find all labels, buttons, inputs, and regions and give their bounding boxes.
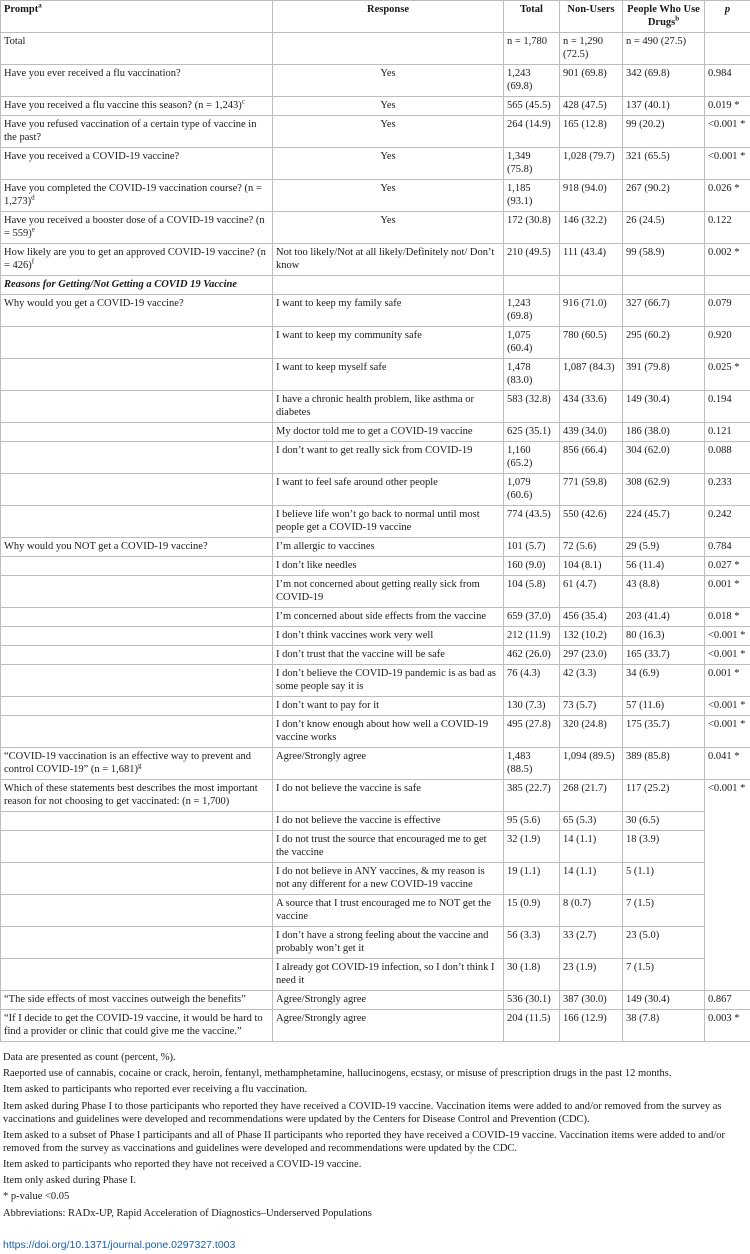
prompt-text: Have you refused vaccination of a certain type of vaccine in the past? <box>4 119 257 143</box>
prompt-cell <box>1 812 273 831</box>
header-non-users: Non-Users <box>560 1 623 33</box>
non-users-cell: 65 (5.3) <box>560 812 623 831</box>
prompt-cell <box>1 697 273 716</box>
total-cell: 212 (11.9) <box>504 627 560 646</box>
response-cell: Agree/Strongly agree <box>273 1010 504 1042</box>
pwud-cell: 175 (35.7) <box>623 716 705 748</box>
non-users-cell: 14 (1.1) <box>560 863 623 895</box>
total-cell: 172 (30.8) <box>504 212 560 244</box>
prompt-text: “If I decide to get the COVID-19 vaccine, it would be hard to find a provider or clinic that could give me the vaccine.” <box>4 1013 263 1037</box>
table-row <box>1 831 750 863</box>
prompt-cell <box>1 716 273 748</box>
pwud-cell: n = 490 (27.5) <box>623 33 705 65</box>
response-cell: I’m allergic to vaccines <box>273 538 504 557</box>
prompt-cell <box>1 116 273 148</box>
p-value-cell: 0.233 <box>705 474 750 506</box>
table-row <box>1 665 750 697</box>
response-cell: I do not believe the vaccine is effective <box>273 812 504 831</box>
table-row <box>1 576 750 608</box>
prompt-cell <box>1 359 273 391</box>
non-users-cell: 916 (71.0) <box>560 295 623 327</box>
footnote: Data are presented as count (percent, %). <box>3 1052 176 1063</box>
non-users-cell: 434 (33.6) <box>560 391 623 423</box>
p-value-cell: <0.001 * <box>705 697 750 716</box>
pwud-cell: 43 (8.8) <box>623 576 705 608</box>
prompt-text: Have you received a flu vaccine this season? (n = 1,243) <box>4 100 242 111</box>
table-row <box>1 697 750 716</box>
non-users-cell: 771 (59.8) <box>560 474 623 506</box>
pwud-cell: 99 (58.9) <box>623 244 705 276</box>
response-cell: I don’t like needles <box>273 557 504 576</box>
footnote: Item asked to a subset of Phase I participants and all of Phase II participants who reported they have received a COVID-19 vaccine. Vaccination items were added to and/or removed from the survey as vaccinations and guidelines were developed and recommendations were updated by the CDC. <box>3 1129 726 1154</box>
prompt-cell <box>1 627 273 646</box>
total-cell: 583 (32.8) <box>504 391 560 423</box>
pwud-cell: 267 (90.2) <box>623 180 705 212</box>
total-cell: 385 (22.7) <box>504 780 560 812</box>
table-row <box>1 538 750 557</box>
response-cell: I have a chronic health problem, like asthma or diabetes <box>273 391 504 423</box>
section-row <box>1 276 750 295</box>
prompt-cell <box>1 474 273 506</box>
total-cell: 19 (1.1) <box>504 863 560 895</box>
total-cell: 1,243 (69.8) <box>504 295 560 327</box>
prompt-cell <box>1 959 273 991</box>
non-users-cell: 42 (3.3) <box>560 665 623 697</box>
table-row <box>1 959 750 991</box>
prompt-text: Have you completed the COVID-19 vaccination course? (n = 1,273) <box>4 183 262 207</box>
pwud-cell: 149 (30.4) <box>623 991 705 1010</box>
prompt-cell <box>1 506 273 538</box>
prompt-cell <box>1 557 273 576</box>
prompt-cell <box>1 646 273 665</box>
non-users-cell: 901 (69.8) <box>560 65 623 97</box>
header-row <box>1 1 750 33</box>
p-value-cell: 0.001 * <box>705 576 750 608</box>
pwud-cell: 389 (85.8) <box>623 748 705 780</box>
table-row <box>1 927 750 959</box>
prompt-text: Have you received a COVID-19 vaccine? <box>4 151 180 162</box>
response-cell: I do not trust the source that encouraged me to get the vaccine <box>273 831 504 863</box>
table-row <box>1 116 750 148</box>
footnote: Item asked to participants who reported they have not received a COVID-19 vaccine. <box>3 1158 362 1170</box>
non-users-cell: 856 (66.4) <box>560 442 623 474</box>
total-cell: 160 (9.0) <box>504 557 560 576</box>
response-cell: I don’t trust that the vaccine will be safe <box>273 646 504 665</box>
p-value-cell: 0.041 * <box>705 748 750 780</box>
p-value-cell: 0.003 * <box>705 1010 750 1042</box>
prompt-cell <box>1 148 273 180</box>
table-row <box>1 180 750 212</box>
response-cell: I do not believe the vaccine is safe <box>273 780 504 812</box>
prompt-cell <box>1 295 273 327</box>
total-cell: 264 (14.9) <box>504 116 560 148</box>
pwud-cell: 295 (60.2) <box>623 327 705 359</box>
response-cell: I’m not concerned about getting really sick from COVID-19 <box>273 576 504 608</box>
pwud-cell: 23 (5.0) <box>623 927 705 959</box>
p-value-cell: <0.001 * <box>705 148 750 180</box>
p-value-cell: 0.242 <box>705 506 750 538</box>
header-p: p <box>705 1 750 33</box>
total-cell: 462 (26.0) <box>504 646 560 665</box>
prompt-cell <box>1 863 273 895</box>
pwud-cell: 308 (62.9) <box>623 474 705 506</box>
response-cell: Yes <box>273 148 504 180</box>
total-cell: 104 (5.8) <box>504 576 560 608</box>
footnote-marker: g <box>137 761 142 770</box>
response-cell: I don’t think vaccines work very well <box>273 627 504 646</box>
pwud-cell: 117 (25.2) <box>623 780 705 812</box>
footnote-marker: d <box>31 193 35 202</box>
response-cell: I don’t have a strong feeling about the vaccine and probably won’t get it <box>273 927 504 959</box>
table-row <box>1 608 750 627</box>
pwud-cell: 18 (3.9) <box>623 831 705 863</box>
response-cell: Yes <box>273 97 504 116</box>
doi-link[interactable]: https://doi.org/10.1371/journal.pone.0297327.t003 <box>3 1239 236 1251</box>
table-row <box>1 1010 750 1042</box>
non-users-cell: 132 (10.2) <box>560 627 623 646</box>
table-row <box>1 423 750 442</box>
header-pwud: People Who Use Drugs$^b$ <box>623 1 705 33</box>
p-value-cell: 0.027 * <box>705 557 750 576</box>
pwud-cell: 38 (7.8) <box>623 1010 705 1042</box>
response-cell: I already got COVID-19 infection, so I don’t think I need it <box>273 959 504 991</box>
pwud-cell: 137 (40.1) <box>623 97 705 116</box>
total-cell: 1,478 (83.0) <box>504 359 560 391</box>
table-row <box>1 991 750 1010</box>
p-value-cell: 0.026 * <box>705 180 750 212</box>
total-cell: 659 (37.0) <box>504 608 560 627</box>
pwud-cell: 149 (30.4) <box>623 391 705 423</box>
prompt-text: Why would you get a COVID-19 vaccine? <box>4 298 184 309</box>
response-cell: My doctor told me to get a COVID-19 vaccine <box>273 423 504 442</box>
pwud-cell: 224 (45.7) <box>623 506 705 538</box>
pwud-cell: 391 (79.8) <box>623 359 705 391</box>
prompt-cell <box>1 180 273 212</box>
response-cell: Not too likely/Not at all likely/Definitely not/ Don’t know <box>273 244 504 276</box>
pwud-cell: 56 (11.4) <box>623 557 705 576</box>
non-users-cell: n = 1,290 (72.5) <box>560 33 623 65</box>
non-users-cell: 8 (0.7) <box>560 895 623 927</box>
pwud-cell: 327 (66.7) <box>623 295 705 327</box>
total-cell: 210 (49.5) <box>504 244 560 276</box>
prompt-cell <box>1 748 273 780</box>
total-cell: 15 (0.9) <box>504 895 560 927</box>
pwud-cell: 321 (65.5) <box>623 148 705 180</box>
table-row <box>1 474 750 506</box>
footnote: Item asked during Phase I to those participants who reported they have received a COVID-19 vaccine. Vaccination items were added to and/or removed from the survey as vaccinations and guidelines were developed and recommendations were updated by the Centers for Disease Control and Prevention (CDC). <box>3 1100 722 1125</box>
non-users-cell: 72 (5.6) <box>560 538 623 557</box>
footnote: Item asked to participants who reported ever receiving a flu vaccination. <box>3 1084 308 1096</box>
table-row <box>1 65 750 97</box>
response-cell: I want to keep my family safe <box>273 295 504 327</box>
total-cell: 95 (5.6) <box>504 812 560 831</box>
p-value-cell: 0.088 <box>705 442 750 474</box>
non-users-cell: 428 (47.5) <box>560 97 623 116</box>
prompt-text: “The side effects of most vaccines outweigh the benefits” <box>4 994 246 1005</box>
non-users-cell: 456 (35.4) <box>560 608 623 627</box>
total-cell: 536 (30.1) <box>504 991 560 1010</box>
response-cell: Agree/Strongly agree <box>273 991 504 1010</box>
pwud-cell: 80 (16.3) <box>623 627 705 646</box>
table-row <box>1 627 750 646</box>
prompt-cell <box>1 212 273 244</box>
total-cell: 1,483 (88.5) <box>504 748 560 780</box>
pwud-cell: 203 (41.4) <box>623 608 705 627</box>
prompt-text: Have you received a booster dose of a COVID-19 vaccine? (n = 559) <box>4 215 265 239</box>
table-row <box>1 557 750 576</box>
table-row <box>1 646 750 665</box>
p-value-cell: 0.784 <box>705 538 750 557</box>
prompt-cell <box>1 391 273 423</box>
prompt-cell <box>1 327 273 359</box>
total-cell: n = 1,780 <box>504 33 560 65</box>
p-value-cell: 0.079 <box>705 295 750 327</box>
prompt-cell <box>1 33 273 65</box>
total-cell: 1,349 (75.8) <box>504 148 560 180</box>
prompt-cell <box>1 65 273 97</box>
total-cell: 1,243 (69.8) <box>504 65 560 97</box>
non-users-cell: 61 (4.7) <box>560 576 623 608</box>
non-users-cell: 14 (1.1) <box>560 831 623 863</box>
non-users-cell: 165 (12.8) <box>560 116 623 148</box>
prompt-text: Which of these statements best describes the most important reason for not choosing to get vaccinated: (n = 1,700) <box>4 783 258 807</box>
response-cell: I want to feel safe around other people <box>273 474 504 506</box>
response-cell: Yes <box>273 180 504 212</box>
prompt-cell <box>1 538 273 557</box>
pwud-cell: 57 (11.6) <box>623 697 705 716</box>
total-cell: 1,075 (60.4) <box>504 327 560 359</box>
total-cell: 101 (5.7) <box>504 538 560 557</box>
p-value-cell: 0.019 * <box>705 97 750 116</box>
pwud-cell: 26 (24.5) <box>623 212 705 244</box>
table-row <box>1 506 750 538</box>
p-value-cell: 0.018 * <box>705 608 750 627</box>
total-cell: 130 (7.3) <box>504 697 560 716</box>
pwud-cell: 29 (5.9) <box>623 538 705 557</box>
p-value-cell: 0.194 <box>705 391 750 423</box>
footnote: Item only asked during Phase I. <box>3 1175 136 1187</box>
p-value-cell: 0.984 <box>705 65 750 97</box>
non-users-cell: 918 (94.0) <box>560 180 623 212</box>
response-cell: Agree/Strongly agree <box>273 748 504 780</box>
p-value-cell: 0.121 <box>705 423 750 442</box>
section-heading: Reasons for Getting/Not Getting a COVID 19 Vaccine <box>1 276 273 295</box>
pwud-cell: 304 (62.0) <box>623 442 705 474</box>
prompt-text: How likely are you to get an approved COVID-19 vaccine? (n = 426) <box>4 247 266 271</box>
non-users-cell: 166 (12.9) <box>560 1010 623 1042</box>
p-value-cell: 0.867 <box>705 991 750 1010</box>
table-row <box>1 359 750 391</box>
response-cell: I don’t know enough about how well a COVID-19 vaccine works <box>273 716 504 748</box>
table-row <box>1 97 750 116</box>
non-users-cell: 780 (60.5) <box>560 327 623 359</box>
pwud-cell: 165 (33.7) <box>623 646 705 665</box>
total-cell: 204 (11.5) <box>504 1010 560 1042</box>
non-users-cell: 146 (32.2) <box>560 212 623 244</box>
non-users-cell: 1,087 (84.3) <box>560 359 623 391</box>
footnote: * p-value <0.05 <box>3 1191 70 1203</box>
pwud-cell: 342 (69.8) <box>623 65 705 97</box>
total-cell: 56 (3.3) <box>504 927 560 959</box>
non-users-cell: 23 (1.9) <box>560 959 623 991</box>
non-users-cell: 297 (23.0) <box>560 646 623 665</box>
response-cell: I believe life won’t go back to normal until most people get a COVID-19 vaccine <box>273 506 504 538</box>
header-response: Response <box>273 1 504 33</box>
p-value-cell: 0.025 * <box>705 359 750 391</box>
total-cell: 565 (45.5) <box>504 97 560 116</box>
prompt-text: Why would you NOT get a COVID-19 vaccine? <box>4 541 208 552</box>
non-users-cell: 387 (30.0) <box>560 991 623 1010</box>
prompt-cell <box>1 665 273 697</box>
response-cell: I want to keep my community safe <box>273 327 504 359</box>
table-row <box>1 212 750 244</box>
pwud-cell: 5 (1.1) <box>623 863 705 895</box>
p-value-cell: <0.001 * <box>705 716 750 748</box>
prompt-cell <box>1 244 273 276</box>
table-row <box>1 780 750 812</box>
pwud-cell: 34 (6.9) <box>623 665 705 697</box>
p-value-cell <box>705 33 750 65</box>
response-cell: A source that I trust encouraged me to NOT get the vaccine <box>273 895 504 927</box>
response-cell: Yes <box>273 212 504 244</box>
prompt-cell <box>1 991 273 1010</box>
table-row <box>1 148 750 180</box>
prompt-cell <box>1 423 273 442</box>
pwud-cell: 30 (6.5) <box>623 812 705 831</box>
footnote-marker: e <box>31 225 35 234</box>
p-value-cell: 0.002 * <box>705 244 750 276</box>
table-row <box>1 33 750 65</box>
non-users-cell: 550 (42.6) <box>560 506 623 538</box>
total-cell: 495 (27.8) <box>504 716 560 748</box>
prompt-text: Have you ever received a flu vaccination? <box>4 68 181 79</box>
total-cell: 1,079 (60.6) <box>504 474 560 506</box>
footnote-marker: c <box>241 97 245 106</box>
footnote-marker: f <box>31 257 35 266</box>
prompt-cell <box>1 576 273 608</box>
prompt-cell <box>1 831 273 863</box>
table-row <box>1 748 750 780</box>
p-value-cell: <0.001 * <box>705 116 750 148</box>
header-prompt: Prompt$^a$ <box>1 1 273 33</box>
total-cell: 32 (1.9) <box>504 831 560 863</box>
non-users-cell: 33 (2.7) <box>560 927 623 959</box>
prompt-cell <box>1 1010 273 1042</box>
total-cell: 30 (1.8) <box>504 959 560 991</box>
response-cell: I do not believe in ANY vaccines, & my reason is not any different for a new COVID-19 vaccine <box>273 863 504 895</box>
prompt-cell <box>1 442 273 474</box>
table-row <box>1 244 750 276</box>
empty-cell <box>273 276 504 295</box>
non-users-cell: 104 (8.1) <box>560 557 623 576</box>
prompt-cell <box>1 927 273 959</box>
response-cell: I don’t want to pay for it <box>273 697 504 716</box>
footnote: Abbreviations: RADx-UP, Rapid Acceleration of Diagnostics–Underserved Populations <box>3 1207 372 1219</box>
prompt-cell <box>1 608 273 627</box>
table-row <box>1 716 750 748</box>
prompt-text: Total <box>4 36 26 47</box>
p-value-cell: 0.122 <box>705 212 750 244</box>
total-cell: 1,160 (65.2) <box>504 442 560 474</box>
pwud-cell: 7 (1.5) <box>623 959 705 991</box>
non-users-cell: 1,028 (79.7) <box>560 148 623 180</box>
empty-cell <box>560 276 623 295</box>
table-row <box>1 295 750 327</box>
response-cell: Yes <box>273 116 504 148</box>
pwud-cell: 99 (20.2) <box>623 116 705 148</box>
p-value-cell: 0.920 <box>705 327 750 359</box>
response-cell: I don’t believe the COVID-19 pandemic is as bad as some people say it is <box>273 665 504 697</box>
empty-cell <box>705 276 750 295</box>
p-value-cell: <0.001 * <box>705 780 750 991</box>
table-row <box>1 442 750 474</box>
response-cell: I don’t want to get really sick from COVID-19 <box>273 442 504 474</box>
prompt-cell <box>1 895 273 927</box>
non-users-cell: 111 (43.4) <box>560 244 623 276</box>
table-row <box>1 863 750 895</box>
p-value-cell: 0.001 * <box>705 665 750 697</box>
total-cell: 1,185 (93.1) <box>504 180 560 212</box>
p-value-cell: <0.001 * <box>705 646 750 665</box>
non-users-cell: 1,094 (89.5) <box>560 748 623 780</box>
pwud-cell: 186 (38.0) <box>623 423 705 442</box>
total-cell: 774 (43.5) <box>504 506 560 538</box>
p-value-cell: <0.001 * <box>705 627 750 646</box>
non-users-cell: 268 (21.7) <box>560 780 623 812</box>
response-cell <box>273 33 504 65</box>
prompt-cell <box>1 97 273 116</box>
footnote: Raeported use of cannabis, cocaine or crack, heroin, fentanyl, methamphetamine, hallucinogens, ecstasy, or misuse of prescription drugs in the past 12 months. <box>3 1068 672 1080</box>
empty-cell <box>504 276 560 295</box>
table-row <box>1 327 750 359</box>
header-total: Total <box>504 1 560 33</box>
response-cell: I want to keep myself safe <box>273 359 504 391</box>
prompt-cell <box>1 780 273 812</box>
table-row <box>1 812 750 831</box>
pwud-cell: 7 (1.5) <box>623 895 705 927</box>
non-users-cell: 73 (5.7) <box>560 697 623 716</box>
total-cell: 76 (4.3) <box>504 665 560 697</box>
response-cell: Yes <box>273 65 504 97</box>
total-cell: 625 (35.1) <box>504 423 560 442</box>
response-cell: I’m concerned about side effects from the vaccine <box>273 608 504 627</box>
empty-cell <box>623 276 705 295</box>
prompt-text: “COVID-19 vaccination is an effective way to prevent and control COVID-19” (n = 1,681) <box>4 751 252 775</box>
table-row <box>1 895 750 927</box>
table-footnotes <box>3 1051 747 1223</box>
non-users-cell: 439 (34.0) <box>560 423 623 442</box>
non-users-cell: 320 (24.8) <box>560 716 623 748</box>
table-row <box>1 391 750 423</box>
